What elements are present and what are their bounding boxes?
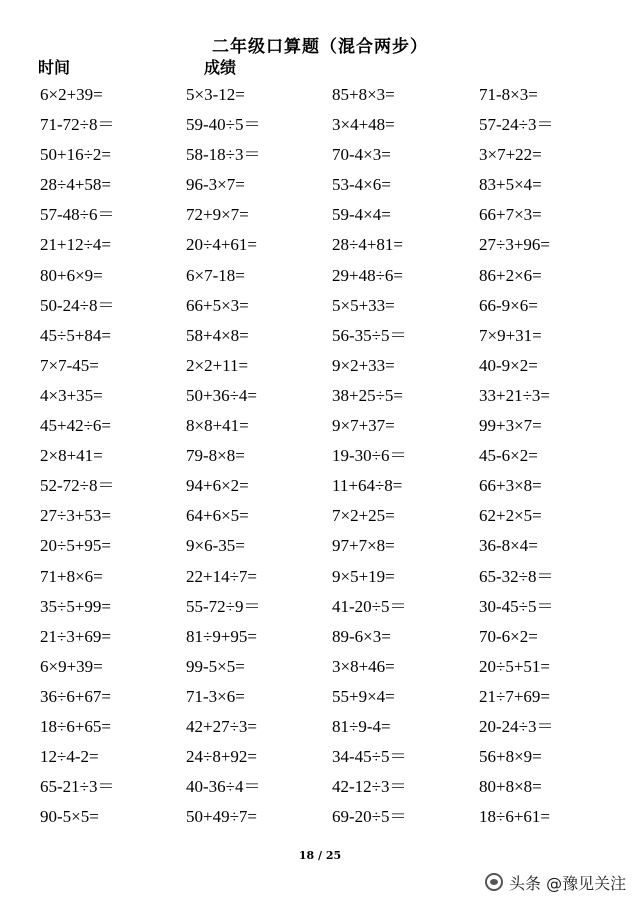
problem-item: 65-32÷8＝ bbox=[479, 566, 554, 586]
problem-row bbox=[0, 291, 640, 321]
problem-item: 71-8×3= bbox=[479, 85, 538, 104]
problem-item: 40-36÷4＝ bbox=[186, 777, 261, 797]
problem-item: 9×5+19= bbox=[332, 566, 395, 586]
problem-item: 83+5×4= bbox=[479, 175, 542, 195]
problem-item: 57-48÷6＝ bbox=[40, 205, 115, 225]
problem-item: 69-20÷5＝ bbox=[332, 807, 407, 827]
problem-item: 59-40÷5＝ bbox=[186, 115, 261, 135]
problem-item: 20-24÷3＝ bbox=[479, 716, 554, 736]
problem-item: 55+9×4= bbox=[332, 686, 395, 706]
problem-item: 80+8×8= bbox=[479, 777, 542, 797]
problem-item: 96-3×7= bbox=[186, 175, 245, 195]
problem-item: 8×8+41= bbox=[186, 416, 249, 436]
problem-item: 64+6×5= bbox=[186, 506, 249, 526]
wechat-icon bbox=[485, 873, 503, 891]
problem-item: 2×8+41= bbox=[40, 446, 103, 466]
problem-item: 59-4×4= bbox=[332, 205, 391, 225]
problem-item: 18÷6+65= bbox=[40, 716, 112, 736]
problem-item: 41-20÷5＝ bbox=[332, 596, 407, 616]
problem-row bbox=[0, 562, 640, 592]
problem-item: 20÷5+95= bbox=[40, 536, 112, 556]
problem-item: 3×4+48= bbox=[332, 115, 395, 135]
problem-item: 58-18÷3＝ bbox=[186, 145, 261, 165]
problem-item: 79-8×8= bbox=[186, 446, 245, 466]
problem-item: 6×2+39= bbox=[40, 85, 103, 104]
problem-item: 56+8×9= bbox=[479, 747, 542, 767]
problem-item: 85+8×3= bbox=[332, 85, 395, 104]
watermark bbox=[485, 868, 626, 896]
problem-row bbox=[0, 200, 640, 230]
problem-item: 99-5×5= bbox=[186, 656, 245, 676]
problem-item: 5×5+33= bbox=[332, 295, 395, 315]
problem-item: 6×7-18= bbox=[186, 265, 245, 285]
problem-item: 35÷5+99= bbox=[40, 596, 112, 616]
problem-item: 3×8+46= bbox=[332, 656, 395, 676]
problem-row bbox=[0, 110, 640, 140]
problem-item: 42-12÷3＝ bbox=[332, 777, 407, 797]
problem-item: 99+3×7= bbox=[479, 416, 542, 436]
problem-item: 62+2×5= bbox=[479, 506, 542, 526]
problem-item: 97+7×8= bbox=[332, 536, 395, 556]
problem-item: 33+21÷3= bbox=[479, 385, 551, 405]
problem-item: 45÷5+84= bbox=[40, 325, 112, 345]
problem-item: 24÷8+92= bbox=[186, 747, 258, 767]
problem-item: 6×9+39= bbox=[40, 656, 103, 676]
problem-item: 34-45÷5＝ bbox=[332, 747, 407, 767]
problem-item: 66+7×3= bbox=[479, 205, 542, 225]
problem-row bbox=[0, 712, 640, 742]
problem-row bbox=[0, 682, 640, 712]
problem-item: 20÷4+61= bbox=[186, 235, 258, 255]
problem-row bbox=[0, 321, 640, 351]
problem-item: 7×9+31= bbox=[479, 325, 542, 345]
problem-item: 71-72÷8＝ bbox=[40, 115, 115, 135]
problem-item: 4×3+35= bbox=[40, 385, 103, 405]
problem-item: 45+42÷6= bbox=[40, 416, 112, 436]
problem-row bbox=[0, 742, 640, 772]
problem-item: 2×2+11= bbox=[186, 355, 249, 375]
problem-item: 20÷5+51= bbox=[479, 656, 551, 676]
watermark-text: 头条 @豫见关注 bbox=[509, 873, 627, 893]
problem-grid bbox=[0, 80, 640, 832]
problem-item: 66+5×3= bbox=[186, 295, 249, 315]
problem-item: 5×3-12= bbox=[186, 85, 245, 104]
problem-row bbox=[0, 261, 640, 291]
problem-item: 12÷4-2= bbox=[40, 747, 99, 767]
problem-row bbox=[0, 802, 640, 832]
problem-item: 19-30÷6＝ bbox=[332, 446, 407, 466]
problem-row bbox=[0, 140, 640, 170]
problem-item: 86+2×6= bbox=[479, 265, 542, 285]
problem-item: 89-6×3= bbox=[332, 626, 391, 646]
problem-item: 9×6-35= bbox=[186, 536, 245, 556]
time-label: 时间 bbox=[38, 58, 71, 77]
problem-row bbox=[0, 170, 640, 200]
score-label: 成绩 bbox=[204, 58, 237, 77]
problem-row bbox=[0, 592, 640, 622]
problem-item: 53-4×6= bbox=[332, 175, 391, 195]
problem-item: 66+3×8= bbox=[479, 476, 542, 496]
problem-item: 18÷6+61= bbox=[479, 807, 551, 827]
problem-item: 50+49÷7= bbox=[186, 807, 258, 827]
problem-item: 40-9×2= bbox=[479, 355, 538, 375]
problem-item: 72+9×7= bbox=[186, 205, 249, 225]
problem-item: 22+14÷7= bbox=[186, 566, 258, 586]
problem-item: 66-9×6= bbox=[479, 295, 538, 315]
problem-item: 42+27÷3= bbox=[186, 716, 258, 736]
page-title: 二年级口算题（混合两步） bbox=[212, 37, 428, 57]
problem-item: 56-35÷5＝ bbox=[332, 325, 407, 345]
problem-item: 30-45÷5＝ bbox=[479, 596, 554, 616]
problem-row bbox=[0, 772, 640, 802]
problem-item: 21+12÷4= bbox=[40, 235, 112, 255]
problem-item: 81÷9-4= bbox=[332, 716, 391, 736]
problem-item: 11+64÷8= bbox=[332, 476, 403, 496]
problem-row bbox=[0, 501, 640, 531]
problem-item: 58+4×8= bbox=[186, 325, 249, 345]
problem-item: 7×2+25= bbox=[332, 506, 395, 526]
problem-row bbox=[0, 622, 640, 652]
problem-item: 36-8×4= bbox=[479, 536, 538, 556]
problem-item: 80+6×9= bbox=[40, 265, 103, 285]
problem-item: 3×7+22= bbox=[479, 145, 542, 165]
problem-item: 21÷7+69= bbox=[479, 686, 551, 706]
problem-row bbox=[0, 351, 640, 381]
problem-row bbox=[0, 652, 640, 682]
page-number: 18 / 25 bbox=[298, 849, 342, 862]
problem-row bbox=[0, 80, 640, 110]
problem-item: 55-72÷9＝ bbox=[186, 596, 261, 616]
problem-item: 38+25÷5= bbox=[332, 385, 404, 405]
problem-item: 28÷4+81= bbox=[332, 235, 404, 255]
problem-item: 28÷4+58= bbox=[40, 175, 112, 195]
problem-row bbox=[0, 441, 640, 471]
problem-item: 21÷3+69= bbox=[40, 626, 112, 646]
problem-item: 90-5×5= bbox=[40, 807, 99, 827]
problem-item: 45-6×2= bbox=[479, 446, 538, 466]
problem-item: 27÷3+96= bbox=[479, 235, 551, 255]
problem-item: 71-3×6= bbox=[186, 686, 245, 706]
problem-row bbox=[0, 230, 640, 260]
problem-item: 9×2+33= bbox=[332, 355, 395, 375]
problem-item: 71+8×6= bbox=[40, 566, 103, 586]
problem-item: 81÷9+95= bbox=[186, 626, 258, 646]
problem-item: 36÷6+67= bbox=[40, 686, 112, 706]
problem-item: 57-24÷3＝ bbox=[479, 115, 554, 135]
problem-row bbox=[0, 411, 640, 441]
problem-item: 9×7+37= bbox=[332, 416, 395, 436]
problem-item: 52-72÷8＝ bbox=[40, 476, 115, 496]
problem-item: 50-24÷8＝ bbox=[40, 295, 115, 315]
problem-item: 50+36÷4= bbox=[186, 385, 258, 405]
problem-row bbox=[0, 381, 640, 411]
problem-item: 7×7-45= bbox=[40, 355, 99, 375]
problem-row bbox=[0, 471, 640, 501]
problem-item: 27÷3+53= bbox=[40, 506, 112, 526]
problem-row bbox=[0, 531, 640, 561]
problem-item: 70-4×3= bbox=[332, 145, 391, 165]
problem-item: 29+48÷6= bbox=[332, 265, 404, 285]
problem-item: 65-21÷3＝ bbox=[40, 777, 115, 797]
problem-item: 94+6×2= bbox=[186, 476, 249, 496]
problem-item: 50+16÷2= bbox=[40, 145, 112, 165]
problem-item: 70-6×2= bbox=[479, 626, 538, 646]
